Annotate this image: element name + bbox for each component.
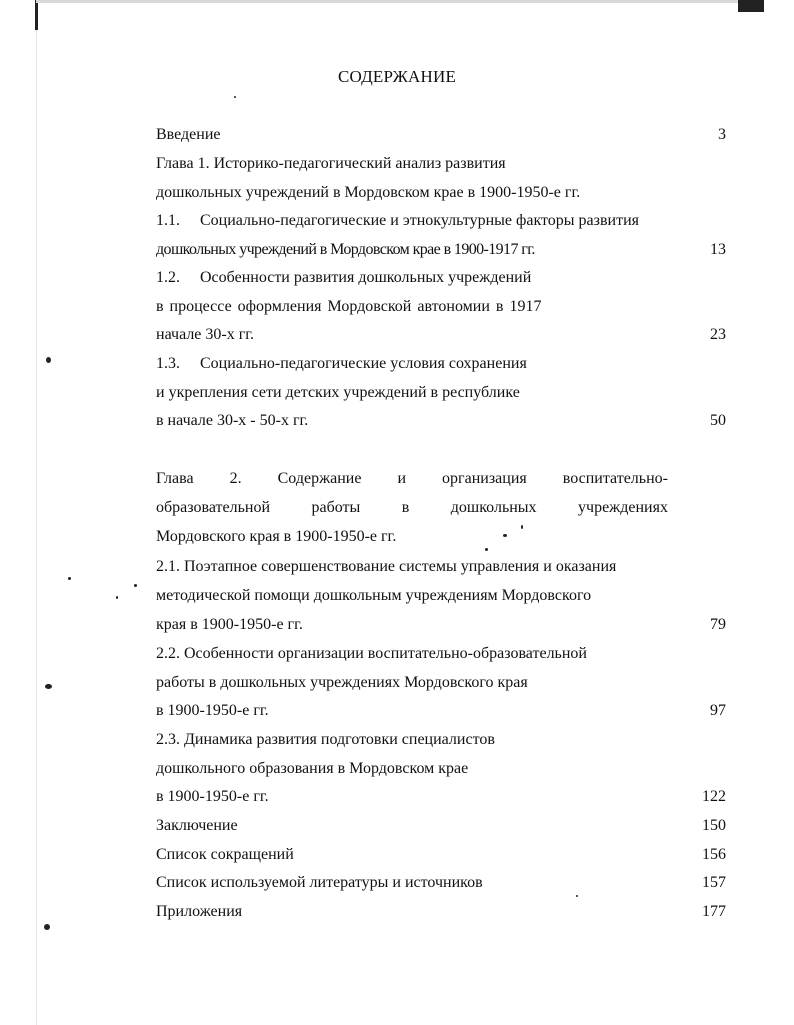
section-title-line-1: 2.3. Динамика развития подготовки специалистов	[156, 731, 495, 748]
section-title-line-2: работы в дошкольных учреждениях Мордовского края	[156, 674, 528, 691]
scan-speck	[46, 357, 51, 363]
scan-speck	[44, 924, 50, 930]
scan-speck	[485, 548, 488, 551]
scan-speck	[134, 584, 137, 587]
section-title-line-1: Особенности развития дошкольных учреждений	[200, 269, 532, 286]
toc-section-2-1-cont	[156, 587, 726, 605]
section-title-line-3: начале 30-х гг.	[156, 326, 255, 343]
toc-section-2-2	[156, 645, 726, 663]
toc-section-2-3-cont-2	[156, 788, 726, 806]
toc-page-number: 97	[710, 702, 726, 719]
chapter-2-title-line-3	[156, 528, 726, 546]
toc-entry-appendices	[156, 903, 726, 921]
chapter-2-word: дошкольных	[450, 499, 537, 516]
section-title-line-3: края в 1900-1950-е гг.	[156, 616, 303, 633]
toc-section-1-3	[156, 355, 726, 373]
section-title-line-3: в начале 30-х - 50-х гг.	[156, 412, 309, 429]
chapter-1-heading	[156, 155, 726, 173]
scan-top-edge	[36, 0, 756, 3]
chapter-2-word: Глава	[156, 470, 194, 487]
chapter-1-title-line-2: дошкольных учреждений в Мордовском крае в 1900-1950-е гг.	[156, 184, 581, 201]
toc-entry-label: Список используемой литературы и источников	[156, 874, 483, 891]
scan-left-edge	[0, 0, 37, 1025]
toc-section-2-1	[156, 558, 726, 576]
section-title-line-3: в 1900-1950-е гг.	[156, 702, 269, 719]
section-title-line-2: в процессе оформления Мордовской автономии в 1917	[156, 298, 542, 315]
toc-section-1-2	[156, 269, 726, 287]
toc-section-2-1-cont-2	[156, 616, 726, 634]
section-title-line-2: дошкольных учреждений в Мордовском крае в 1900-1917 гг.	[156, 241, 535, 258]
toc-section-2-2-cont	[156, 674, 726, 692]
toc-entry-label: Заключение	[156, 817, 238, 834]
toc-entry-label: Список сокращений	[156, 846, 294, 863]
chapter-2-word: образовательной	[156, 499, 270, 516]
section-title-line-2: дошкольного образования в Мордовском крае	[156, 760, 469, 777]
toc-section-1-1	[156, 212, 726, 230]
section-number: 1.1.	[156, 212, 180, 229]
toc-entry-label: Введение	[156, 126, 221, 143]
section-number: 1.3.	[156, 355, 180, 372]
section-title-line-1: Социально-педагогические условия сохранения	[200, 355, 527, 372]
chapter-2-title-text: Мордовского края в 1900-1950-е гг.	[156, 528, 397, 545]
chapter-2-title-line-2	[156, 499, 668, 517]
toc-entry-bibliography	[156, 874, 726, 892]
section-title-line-1: Социально-педагогические и этнокультурные факторы развития	[200, 212, 639, 229]
toc-section-1-1-cont	[156, 241, 726, 259]
chapter-2-word: воспитательно-	[562, 470, 668, 487]
toc-page-number: 122	[702, 788, 726, 805]
toc-page-number: 50	[710, 412, 726, 429]
toc-page-number: 79	[710, 616, 726, 633]
chapter-1-title-line-1: Глава 1. Историко-педагогический анализ развития	[156, 155, 506, 172]
toc-section-1-2-cont-2	[156, 326, 726, 344]
toc-entry-abbreviations	[156, 846, 726, 864]
chapter-2-word: в	[401, 499, 410, 516]
scan-speck	[234, 96, 236, 98]
toc-page-number: 23	[710, 326, 726, 343]
toc-section-1-3-cont	[156, 384, 726, 402]
toc-section-2-3	[156, 731, 726, 749]
section-number: 1.2.	[156, 269, 180, 286]
section-title-line-1: 2.2. Особенности организации воспитательно-образовательной	[156, 645, 587, 662]
toc-page-number: 177	[702, 903, 726, 920]
page-title: СОДЕРЖАНИЕ	[337, 67, 457, 86]
scan-speck	[45, 684, 52, 689]
chapter-2-word: работы	[311, 499, 361, 516]
toc-section-2-3-cont	[156, 760, 726, 778]
section-title-line-1: 2.1. Поэтапное совершенствование системы управления и оказания	[156, 558, 617, 575]
scan-speck	[576, 895, 578, 897]
toc-entry-conclusion	[156, 817, 726, 835]
toc-page-number: 157	[702, 874, 726, 891]
scan-speck	[68, 577, 71, 580]
chapter-2-word: 2.	[229, 470, 242, 487]
chapter-2-word: и	[397, 470, 407, 487]
toc-page-number: 150	[702, 817, 726, 834]
chapter-2-word: учреждениях	[578, 499, 668, 516]
toc-entry-introduction	[156, 126, 726, 144]
chapter-2-title-line-1	[156, 470, 668, 488]
toc-section-1-2-cont	[156, 298, 726, 316]
toc-page-number: 13	[710, 241, 726, 258]
section-title-line-3: в 1900-1950-е гг.	[156, 788, 269, 805]
section-title-line-2: методической помощи дошкольным учреждениям Мордовского	[156, 587, 592, 604]
section-title-line-2: и укрепления сети детских учреждений в республике	[156, 384, 520, 401]
chapter-2-word: Содержание	[277, 470, 362, 487]
scan-speck	[116, 596, 118, 599]
chapter-2-word: организация	[442, 470, 527, 487]
chapter-1-heading-cont	[156, 184, 726, 202]
toc-page-number: 3	[718, 126, 726, 143]
toc-entry-label: Приложения	[156, 903, 243, 920]
toc-page-number: 156	[702, 846, 726, 863]
toc-section-1-3-cont-2	[156, 412, 726, 430]
toc-section-2-2-cont-2	[156, 702, 726, 720]
